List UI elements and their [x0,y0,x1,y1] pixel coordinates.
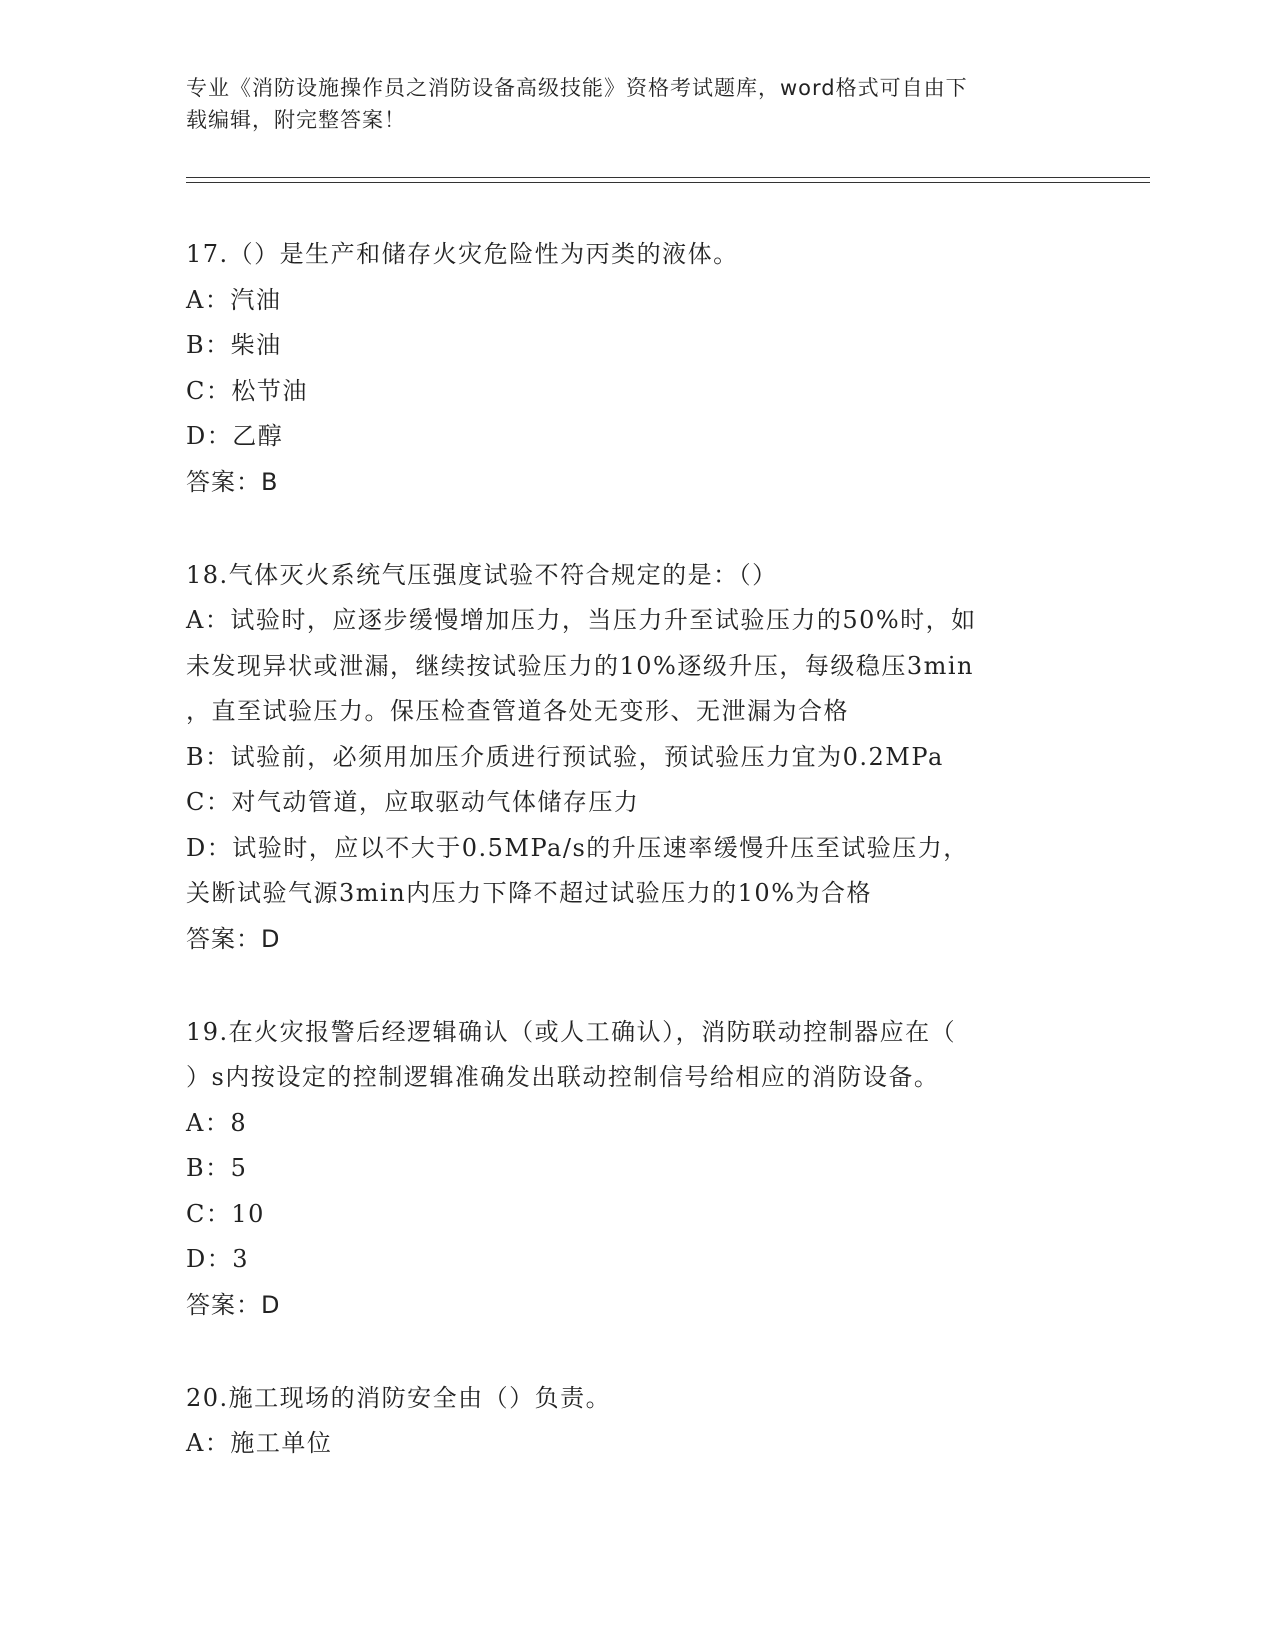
question-block [186,1010,1086,1328]
question-stem-line: ）s内按设定的控制逻辑准确发出联动控制信号给相应的消防设备。 [186,1063,940,1091]
option-line: C：松节油 [186,376,308,405]
option-line: D：试验时，应以不大于0.5MPa/s的升压速率缓慢升压至试验压力， [186,833,969,862]
option-line: C：对气动管道，应取驱动气体储存压力 [186,788,640,816]
document-header [186,72,1066,136]
question-stem-line: 20.施工现场的消防安全由（）负责。 [186,1383,612,1412]
option-line: D：乙醇 [186,422,284,450]
header-line-2: 载编辑，附完整答案！ [186,108,406,132]
question-block [186,1376,1086,1467]
question-stem-line: 18.气体灭火系统气压强度试验不符合规定的是：（） [186,560,778,589]
header-divider-bottom [186,182,1150,183]
question-stem-line: 19.在火灾报警后经逻辑确认（或人工确认），消防联动控制器应在（ [186,1017,957,1046]
option-line: 关断试验气源3min内压力下降不超过试验压力的10%为合格 [186,879,873,907]
option-line: A：试验时，应逐步缓慢增加压力，当压力升至试验压力的50%时，如 [186,606,977,634]
header-line-1: 专业《消防设施操作员之消防设备高级技能》资格考试题库，word格式可自由下 [186,76,968,100]
option-line: A：8 [186,1108,248,1137]
option-line: D：3 [186,1245,250,1273]
answer-line: 答案：D [186,924,281,953]
option-line: B：试验前，必须用加压介质进行预试验，预试验压力宜为0.2MPa [186,742,944,771]
option-line: B：柴油 [186,331,282,359]
answer-line: 答案：B [186,467,279,496]
option-line: A：施工单位 [186,1429,333,1457]
option-line: B：5 [186,1154,248,1182]
option-line: A：汽油 [186,285,282,314]
option-line: 未发现异状或泄漏，继续按试验压力的10%逐级升压，每级稳压3min [186,651,975,680]
option-line: C：10 [186,1199,265,1228]
answer-line: 答案：D [186,1290,281,1319]
question-block [186,553,1086,962]
option-line: ，直至试验压力。保压检查管道各处无变形、无泄漏为合格 [186,697,849,725]
header-divider-top [186,177,1150,178]
question-block [186,232,1086,505]
question-stem-line: 17.（）是生产和储存火灾危险性为丙类的液体。 [186,240,739,268]
question-list [186,232,1086,1515]
